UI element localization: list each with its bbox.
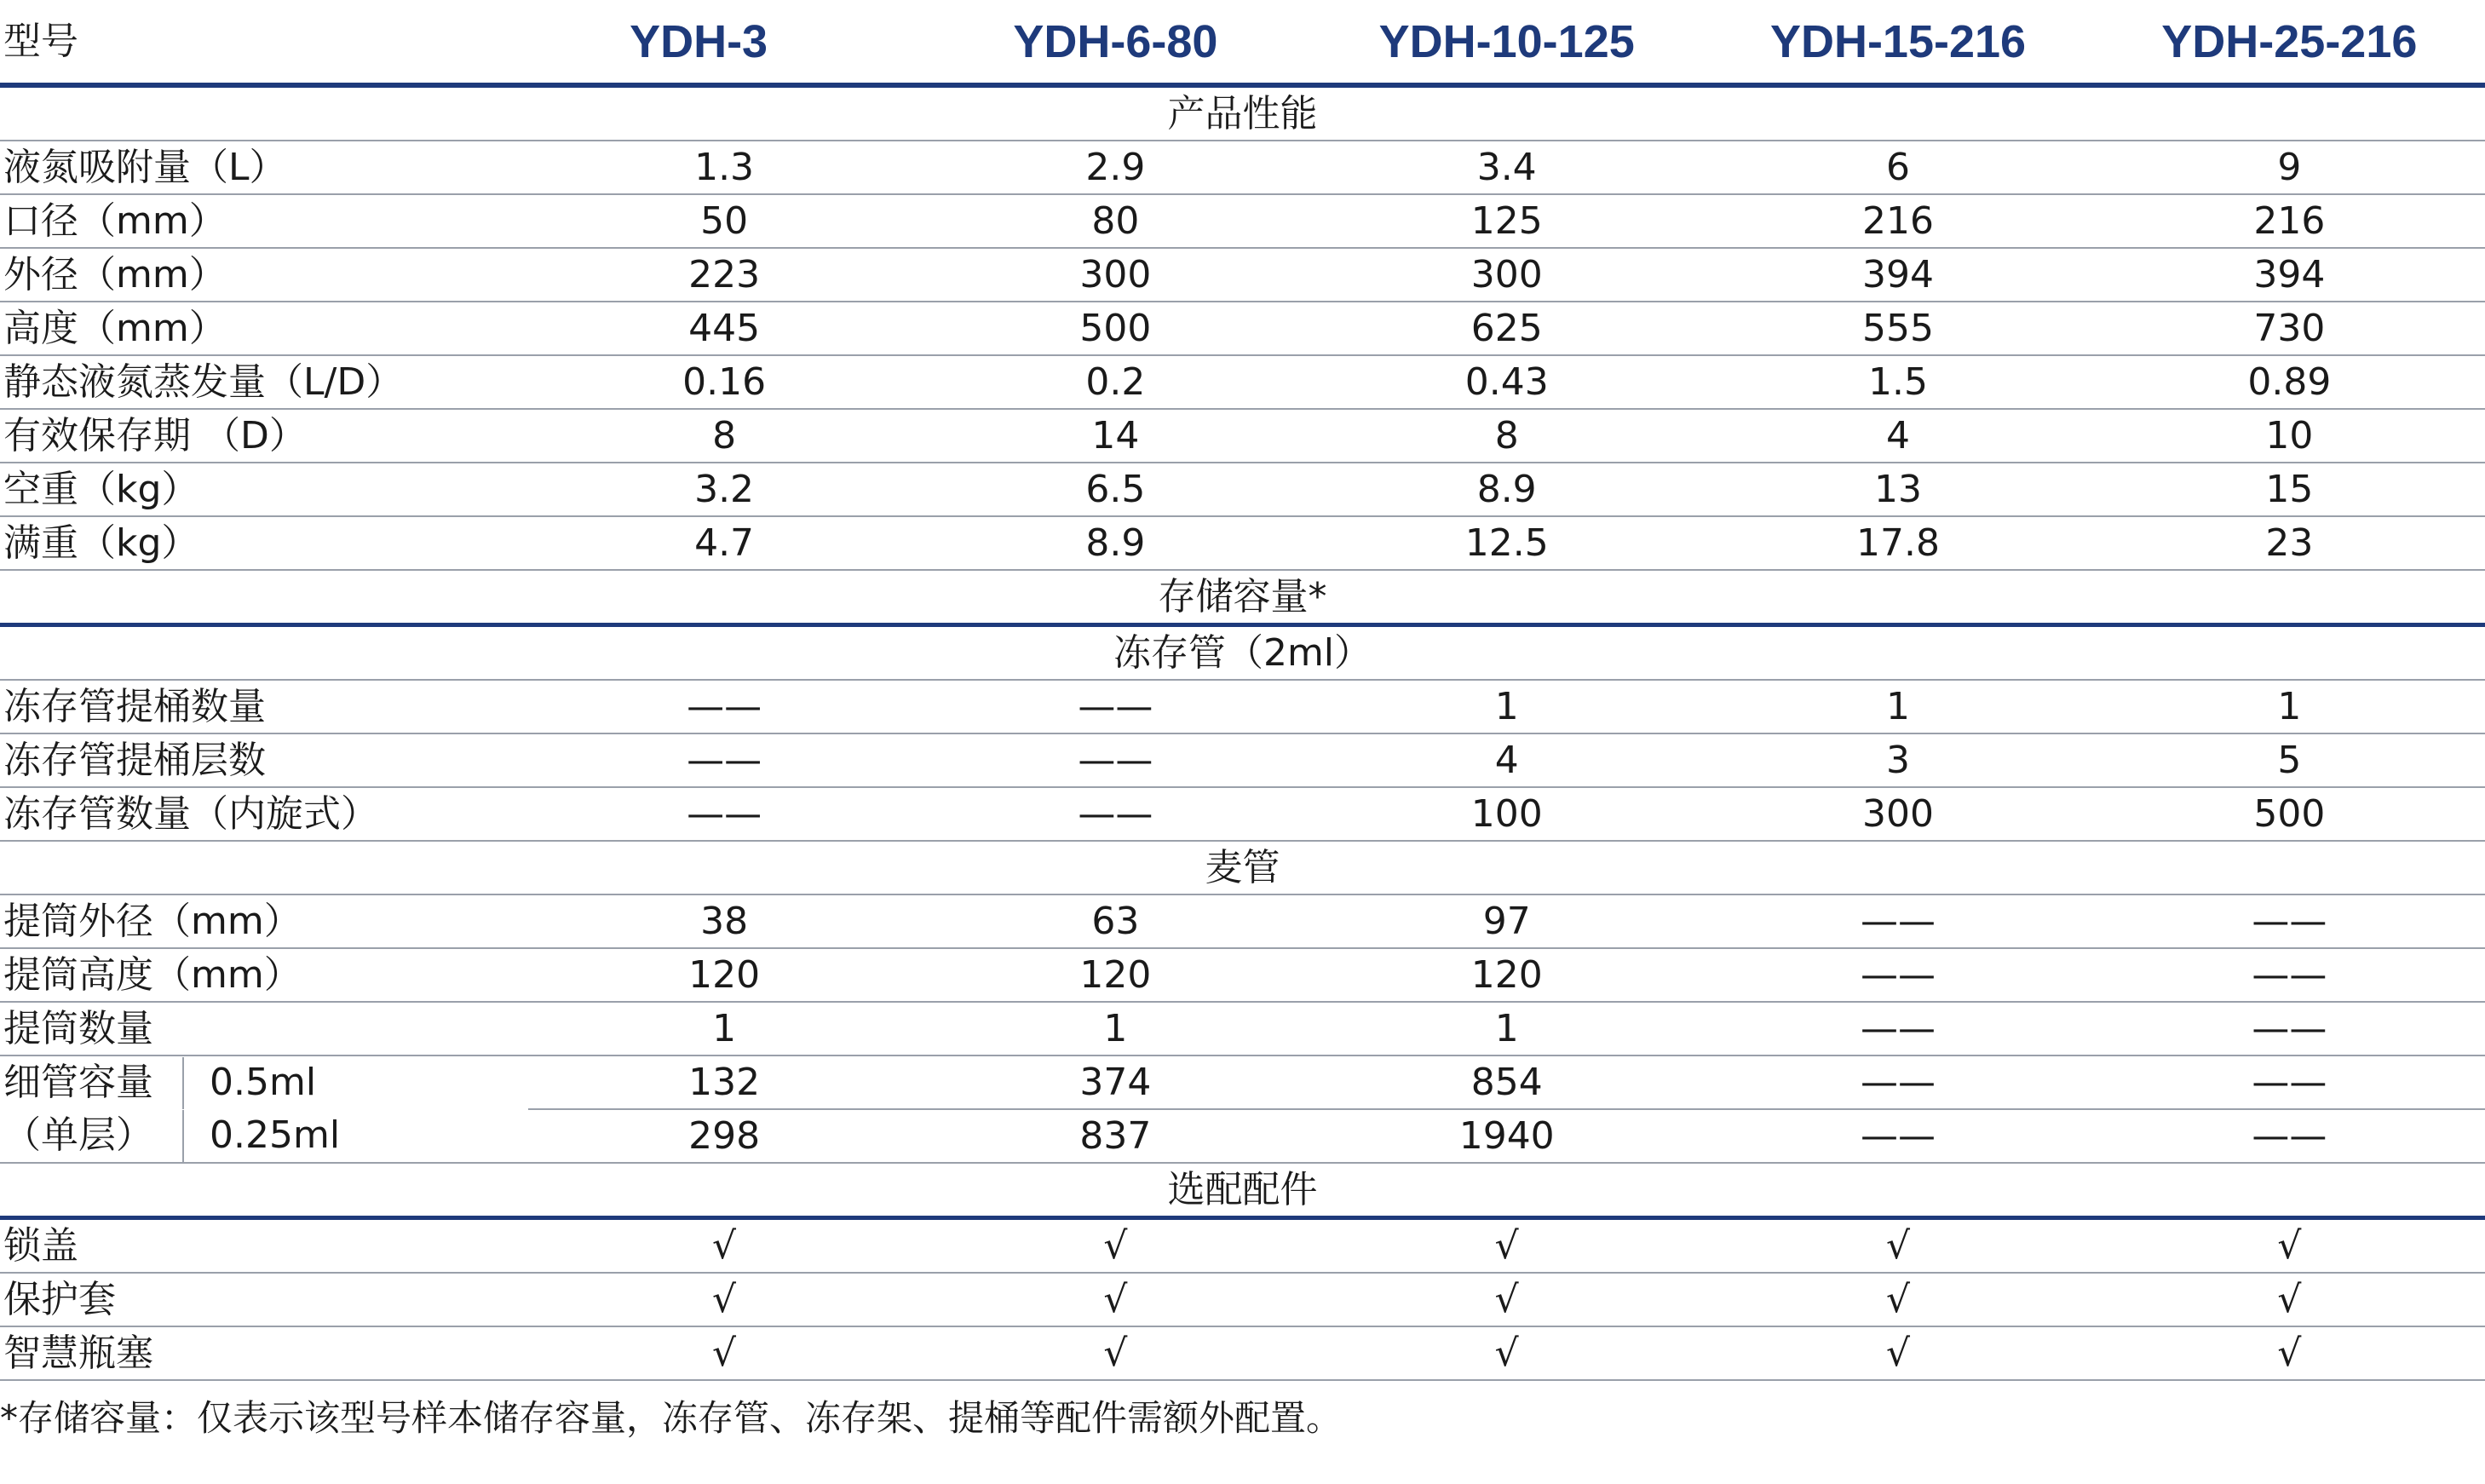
- row-label: 空重（kg）: [0, 463, 528, 516]
- table-row: [0, 302, 2485, 355]
- straw-capacity-group-label: 细管容量: [0, 1057, 184, 1109]
- cell-value: √: [1311, 1273, 1702, 1326]
- cell-value: ——: [1702, 894, 2093, 948]
- cell-value: 1: [1311, 1002, 1702, 1055]
- header-row: [0, 0, 2485, 85]
- cell-value: 1: [528, 1002, 919, 1055]
- cell-value: 223: [528, 248, 919, 302]
- row-label: 静态液氮蒸发量（L/D）: [0, 355, 528, 409]
- cell-value: 300: [920, 248, 1311, 302]
- cell-value: 1.5: [1702, 355, 2093, 409]
- table-row: [0, 248, 2485, 302]
- section-title: 存储容量*: [0, 570, 2485, 625]
- table-row: [0, 894, 2485, 948]
- cell-value: 50: [528, 194, 919, 248]
- cell-value: ——: [1702, 1002, 2093, 1055]
- cell-value: ——: [920, 787, 1311, 841]
- cell-value: 1: [1311, 680, 1702, 733]
- cell-value: ——: [528, 787, 919, 841]
- table-row: [0, 948, 2485, 1002]
- table-row: [0, 194, 2485, 248]
- cell-value: 625: [1311, 302, 1702, 355]
- cell-value: 6: [1702, 141, 2093, 194]
- cell-value: 1: [2094, 680, 2485, 733]
- row-label: 智慧瓶塞: [0, 1326, 528, 1380]
- cell-value: 216: [1702, 194, 2093, 248]
- row-label: 冻存管提桶数量: [0, 680, 528, 733]
- cell-value: √: [920, 1326, 1311, 1380]
- cell-value: 120: [920, 948, 1311, 1002]
- cell-value: 10: [2094, 409, 2485, 463]
- accessory-rows: [0, 1218, 2485, 1381]
- table-row: [0, 733, 2485, 787]
- section-row-cryotube: [0, 625, 2485, 681]
- cell-value: 1: [920, 1002, 1311, 1055]
- row-label: 冻存管提桶层数: [0, 733, 528, 787]
- cell-value: 80: [920, 194, 1311, 248]
- cell-value: √: [2094, 1273, 2485, 1326]
- straw-capacity-label-cell: [0, 1109, 528, 1163]
- table-row: [0, 409, 2485, 463]
- cryotube-rows: [0, 680, 2485, 841]
- table-row: [0, 1218, 2485, 1274]
- cell-value: 500: [920, 302, 1311, 355]
- cell-value: 3.4: [1311, 141, 1702, 194]
- cell-value: √: [2094, 1218, 2485, 1274]
- model-name: YDH-3: [528, 0, 919, 85]
- cell-value: 8: [1311, 409, 1702, 463]
- cell-value: 132: [528, 1055, 919, 1109]
- section-title: 麦管: [0, 841, 2485, 894]
- cell-value: 1940: [1311, 1109, 1702, 1163]
- cell-value: 63: [920, 894, 1311, 948]
- cell-value: ——: [2094, 948, 2485, 1002]
- cell-value: 216: [2094, 194, 2485, 248]
- cell-value: 12.5: [1311, 516, 1702, 570]
- table-row: [0, 1326, 2485, 1380]
- section-title: 冻存管（2ml）: [0, 625, 2485, 681]
- cell-value: 8.9: [920, 516, 1311, 570]
- model-name: YDH-6-80: [920, 0, 1311, 85]
- cell-value: ——: [2094, 1002, 2485, 1055]
- cell-value: 0.89: [2094, 355, 2485, 409]
- cell-value: 3.2: [528, 463, 919, 516]
- cell-value: 4.7: [528, 516, 919, 570]
- straw-capacity-group-label: （单层）: [0, 1110, 184, 1162]
- cell-value: √: [2094, 1326, 2485, 1380]
- cell-value: 97: [1311, 894, 1702, 948]
- cell-value: 0.2: [920, 355, 1311, 409]
- table-row: [0, 1273, 2485, 1326]
- cell-value: 17.8: [1702, 516, 2093, 570]
- cell-value: √: [1702, 1273, 2093, 1326]
- row-label: 有效保存期 （D）: [0, 409, 528, 463]
- cell-value: 15: [2094, 463, 2485, 516]
- cell-value: 6.5: [920, 463, 1311, 516]
- row-label: 高度（mm）: [0, 302, 528, 355]
- cell-value: ——: [1702, 948, 2093, 1002]
- cell-value: 730: [2094, 302, 2485, 355]
- cell-value: 500: [2094, 787, 2485, 841]
- cell-value: 2.9: [920, 141, 1311, 194]
- performance-rows: [0, 141, 2485, 570]
- cell-value: ——: [2094, 1109, 2485, 1163]
- cell-value: ——: [1702, 1109, 2093, 1163]
- cell-value: √: [1702, 1326, 2093, 1380]
- cell-value: 298: [528, 1109, 919, 1163]
- section-row-performance: [0, 85, 2485, 141]
- section-title: 选配配件: [0, 1163, 2485, 1218]
- cell-value: 4: [1311, 733, 1702, 787]
- row-label: 提筒高度（mm）: [0, 948, 528, 1002]
- cell-value: ——: [528, 733, 919, 787]
- cell-value: ——: [920, 680, 1311, 733]
- straw-capacity-label-cell: [0, 1055, 528, 1109]
- table-row: [0, 680, 2485, 733]
- cell-value: √: [1311, 1218, 1702, 1274]
- cell-value: 100: [1311, 787, 1702, 841]
- row-label: 冻存管数量（内旋式）: [0, 787, 528, 841]
- row-label: 液氮吸附量（L）: [0, 141, 528, 194]
- cell-value: √: [920, 1273, 1311, 1326]
- cell-value: 555: [1702, 302, 2093, 355]
- cell-value: 125: [1311, 194, 1702, 248]
- cell-value: 1.3: [528, 141, 919, 194]
- cell-value: 3: [1702, 733, 2093, 787]
- straw-capacity-rows: [0, 1055, 2485, 1163]
- cell-value: √: [920, 1218, 1311, 1274]
- cell-value: 8: [528, 409, 919, 463]
- cell-value: 4: [1702, 409, 2093, 463]
- cell-value: √: [528, 1326, 919, 1380]
- cell-value: ——: [2094, 894, 2485, 948]
- cell-value: √: [1702, 1218, 2093, 1274]
- model-name: YDH-10-125: [1311, 0, 1702, 85]
- row-label: 外径（mm）: [0, 248, 528, 302]
- row-label: 保护套: [0, 1273, 528, 1326]
- table-row: [0, 516, 2485, 570]
- cell-value: ——: [1702, 1055, 2093, 1109]
- table-row: [0, 355, 2485, 409]
- cell-value: 0.16: [528, 355, 919, 409]
- table-row: [0, 141, 2485, 194]
- section-row-storage: [0, 570, 2485, 625]
- cell-value: 394: [2094, 248, 2485, 302]
- header-label: 型号: [0, 0, 528, 85]
- cell-value: 300: [1311, 248, 1702, 302]
- table-row: [0, 1055, 2485, 1109]
- cell-value: 394: [1702, 248, 2093, 302]
- cell-value: ——: [528, 680, 919, 733]
- cell-value: ——: [2094, 1055, 2485, 1109]
- cell-value: √: [1311, 1326, 1702, 1380]
- cell-value: 23: [2094, 516, 2485, 570]
- row-label: 口径（mm）: [0, 194, 528, 248]
- cell-value: ——: [920, 733, 1311, 787]
- section-row-accessories: [0, 1163, 2485, 1218]
- straw-size-label: 0.25ml: [210, 1113, 341, 1157]
- table-row: [0, 787, 2485, 841]
- cell-value: 13: [1702, 463, 2093, 516]
- cell-value: 8.9: [1311, 463, 1702, 516]
- cell-value: 0.43: [1311, 355, 1702, 409]
- row-label: 提筒数量: [0, 1002, 528, 1055]
- straw-size-label: 0.5ml: [210, 1061, 317, 1104]
- footnote: *存储容量：仅表示该型号样本储存容量，冻存管、冻存架、提桶等配件需额外配置。: [0, 1397, 1343, 1439]
- table-row: [0, 1109, 2485, 1163]
- cell-value: √: [528, 1273, 919, 1326]
- row-label: 满重（kg）: [0, 516, 528, 570]
- cell-value: 5: [2094, 733, 2485, 787]
- cell-value: 837: [920, 1109, 1311, 1163]
- cell-value: 38: [528, 894, 919, 948]
- row-label: 锁盖: [0, 1218, 528, 1274]
- table-row: [0, 1002, 2485, 1055]
- cell-value: 14: [920, 409, 1311, 463]
- cell-value: 300: [1702, 787, 2093, 841]
- row-label: 提筒外径（mm）: [0, 894, 528, 948]
- cell-value: 445: [528, 302, 919, 355]
- cell-value: 1: [1702, 680, 2093, 733]
- cell-value: 374: [920, 1055, 1311, 1109]
- cell-value: 120: [1311, 948, 1702, 1002]
- section-row-straw: [0, 841, 2485, 894]
- model-name: YDH-15-216: [1702, 0, 2093, 85]
- cell-value: 9: [2094, 141, 2485, 194]
- model-name: YDH-25-216: [2094, 0, 2485, 85]
- cell-value: 120: [528, 948, 919, 1002]
- straw-rows: [0, 894, 2485, 1055]
- table-row: [0, 463, 2485, 516]
- cell-value: √: [528, 1218, 919, 1274]
- section-title: 产品性能: [0, 85, 2485, 141]
- cell-value: 854: [1311, 1055, 1702, 1109]
